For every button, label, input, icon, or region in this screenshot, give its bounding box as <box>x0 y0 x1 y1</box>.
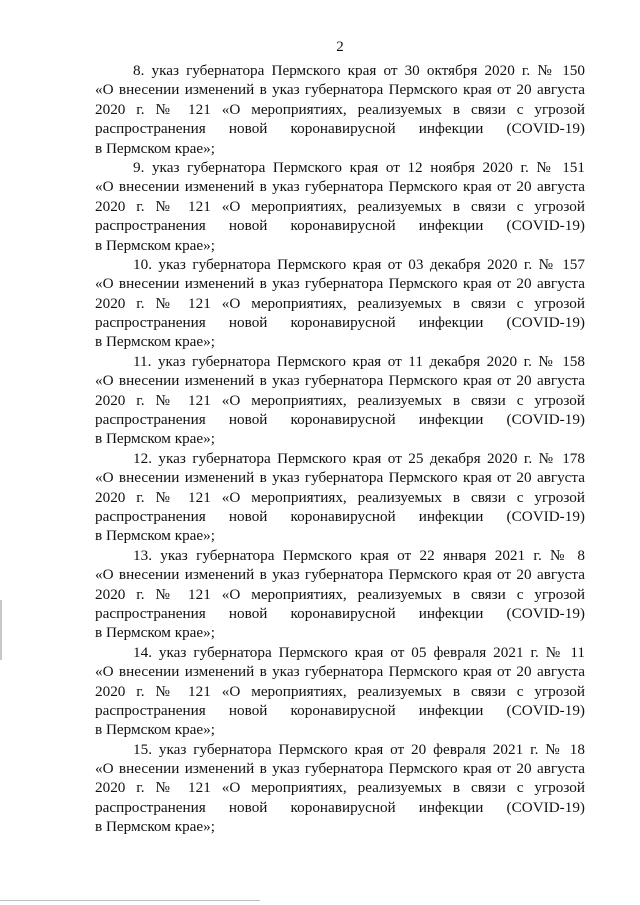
decree-list <box>95 61 585 837</box>
item-line: распространения новой коронавирусной инфекции (COVID-19) <box>95 507 585 525</box>
list-item <box>95 643 585 740</box>
item-line: 2020 г. № 121 «О мероприятиях, реализуемых в связи с угрозой <box>95 682 585 700</box>
item-line: «О внесении изменений в указ губернатора Пермского края от 20 августа <box>95 469 585 487</box>
item-line: «О внесении изменений в указ губернатора Пермского края от 20 августа <box>95 566 585 584</box>
item-line: «О внесении изменений в указ губернатора Пермского края от 20 августа <box>95 178 585 196</box>
item-line: 12. указ губернатора Пермского края от 25 декабря 2020 г. № 178 <box>133 449 585 467</box>
item-line: в Пермском крае»; <box>95 236 215 254</box>
list-item <box>95 449 585 546</box>
page-number: 2 <box>336 39 344 55</box>
item-line: в Пермском крае»; <box>95 624 215 642</box>
item-line: 15. указ губернатора Пермского края от 20 февраля 2021 г. № 18 <box>133 740 585 758</box>
item-line: «О внесении изменений в указ губернатора Пермского края от 20 августа <box>95 760 585 778</box>
item-line: распространения новой коронавирусной инфекции (COVID-19) <box>95 604 585 622</box>
item-line: 14. указ губернатора Пермского края от 05 февраля 2021 г. № 11 <box>133 643 585 661</box>
scan-edge-mark <box>0 600 2 660</box>
list-item <box>95 61 585 158</box>
item-line: 13. указ губернатора Пермского края от 22 января 2021 г. № 8 <box>133 546 585 564</box>
item-line: 2020 г. № 121 «О мероприятиях, реализуемых в связи с угрозой <box>95 391 585 409</box>
item-line: 2020 г. № 121 «О мероприятиях, реализуемых в связи с угрозой <box>95 488 585 506</box>
item-line: 9. указ губернатора Пермского края от 12 ноября 2020 г. № 151 <box>133 158 585 176</box>
item-line: 2020 г. № 121 «О мероприятиях, реализуемых в связи с угрозой <box>95 197 585 215</box>
item-line: 8. указ губернатора Пермского края от 30 октября 2020 г. № 150 <box>133 62 585 79</box>
item-line: «О внесении изменений в указ губернатора Пермского края от 20 августа <box>95 372 585 390</box>
item-line: «О внесении изменений в указ губернатора Пермского края от 20 августа <box>95 663 585 681</box>
item-line: в Пермском крае»; <box>95 139 215 157</box>
item-line: распространения новой коронавирусной инфекции (COVID-19) <box>95 314 585 332</box>
list-item <box>95 255 585 352</box>
list-item <box>95 158 585 255</box>
item-line: в Пермском крае»; <box>95 333 215 351</box>
item-line: 10. указ губернатора Пермского края от 03 декабря 2020 г. № 157 <box>133 255 585 273</box>
item-line: 2020 г. № 121 «О мероприятиях, реализуемых в связи с угрозой <box>95 585 585 603</box>
item-line: «О внесении изменений в указ губернатора Пермского края от 20 августа <box>95 81 585 99</box>
item-line: распространения новой коронавирусной инфекции (COVID-19) <box>95 120 585 138</box>
list-item <box>95 352 585 449</box>
list-item <box>95 546 585 643</box>
list-item <box>95 740 585 837</box>
item-line: «О внесении изменений в указ губернатора Пермского края от 20 августа <box>95 275 585 293</box>
item-line: распространения новой коронавирусной инфекции (COVID-19) <box>95 217 585 235</box>
item-line: распространения новой коронавирусной инфекции (COVID-19) <box>95 411 585 429</box>
item-line: распространения новой коронавирусной инфекции (COVID-19) <box>95 701 585 719</box>
item-line: распространения новой коронавирусной инфекции (COVID-19) <box>95 798 585 816</box>
bottom-rule <box>0 900 260 901</box>
item-line: 2020 г. № 121 «О мероприятиях, реализуемых в связи с угрозой <box>95 294 585 312</box>
item-line: в Пермском крае»; <box>95 527 215 545</box>
item-line: в Пермском крае»; <box>95 818 215 836</box>
item-line: 2020 г. № 121 «О мероприятиях, реализуемых в связи с угрозой <box>95 779 585 797</box>
item-line: 2020 г. № 121 «О мероприятиях, реализуемых в связи с угрозой <box>95 100 585 118</box>
item-line: в Пермском крае»; <box>95 721 215 739</box>
item-line: 11. указ губернатора Пермского края от 11 декабря 2020 г. № 158 <box>133 352 585 370</box>
item-line: в Пермском крае»; <box>95 430 215 448</box>
